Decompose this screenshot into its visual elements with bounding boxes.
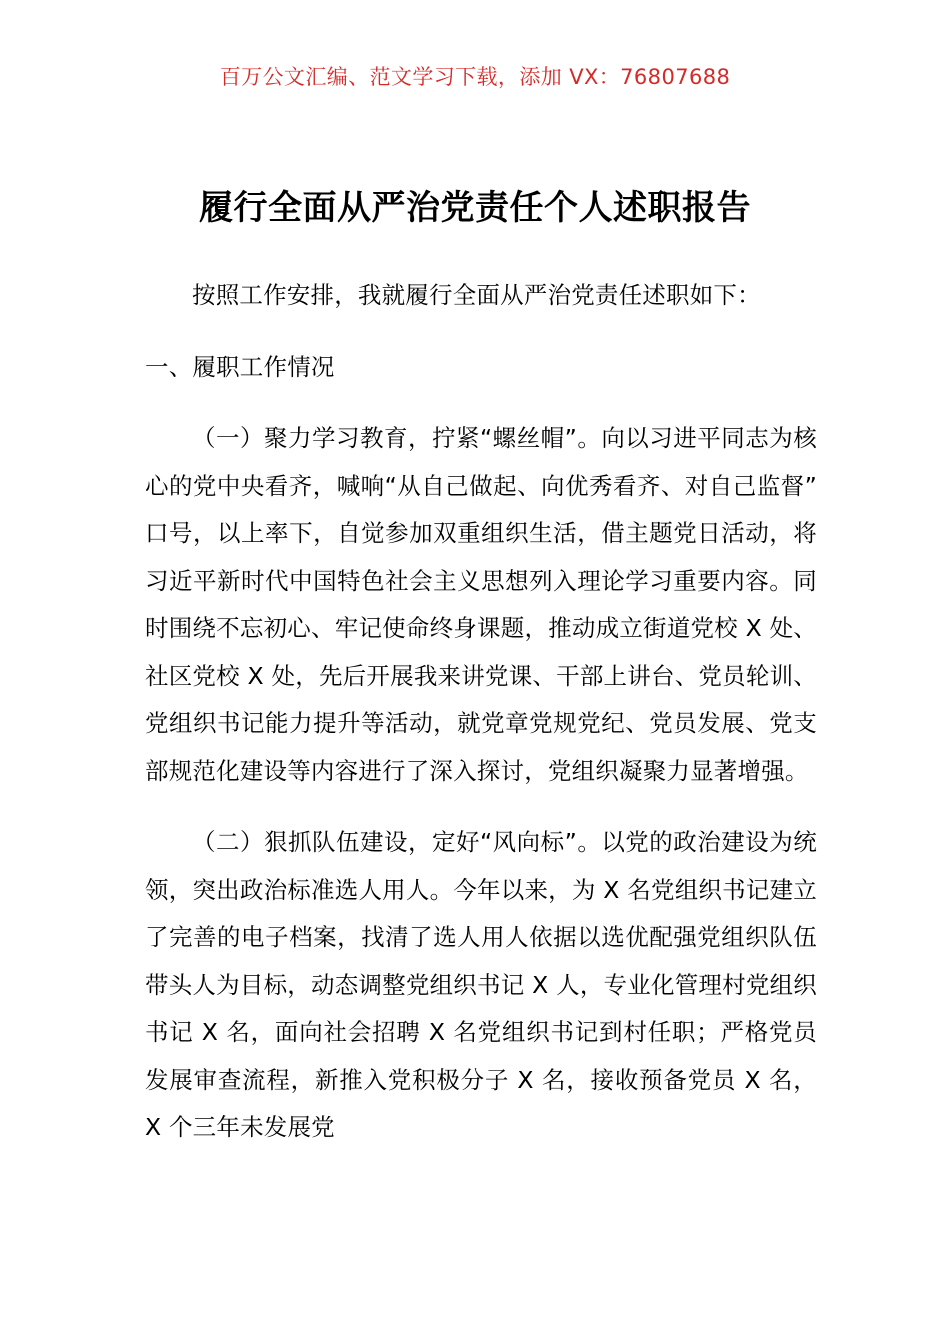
body-paragraph-1: （一）聚力学习教育，拧紧“螺丝帽”。向以习进平同志为核心的党中央看齐，喊响“从自己做起、向优秀看齐、对自己监督”口号，以上率下，自觉参加双重组织生活，借主题党日活动，将习近平新时代中国特色社会主义思想列入理论学习重要内容。同时围绕不忘初心、牢记使命终身课题，推动成立街道党校 X 处、社区党校 X 处，先后开展我来讲党课、干部上讲台、党员轮训、党组织书记能力提升等活动，就党章党规党纪、党员发展、党支部规范化建设等内容进行了深入探讨，党组织凝聚力显著增强。 <box>145 424 817 785</box>
body-paragraph-2: （二）狠抓队伍建设，定好“风向标”。以党的政治建设为统领，突出政治标准选人用人。今年以来，为 X 名党组织书记建立了完善的电子档案，找清了选人用人依据以选优配强党组织队伍带头人为目标，动态调整党组织书记 X 人，专业化管理村党组织书记 X 名，面向社会招聘 X 名党组织书记到村任职；严格党员发展审查流程，新推入党积极分子 X 名，接收预备党员 X 名，X 个三年未发展党 <box>145 828 817 1141</box>
section-heading-1: 一、履职工作情况 <box>145 352 335 381</box>
document-title: 履行全面从严治党责任个人述职报告 <box>199 187 751 228</box>
promo-watermark-header: 百万公文汇编、范文学习下载，添加 VX：76807688 <box>219 65 731 89</box>
document-body <box>145 272 817 1152</box>
intro-paragraph: 按照工作安排，我就履行全面从严治党责任述职如下： <box>192 281 761 309</box>
